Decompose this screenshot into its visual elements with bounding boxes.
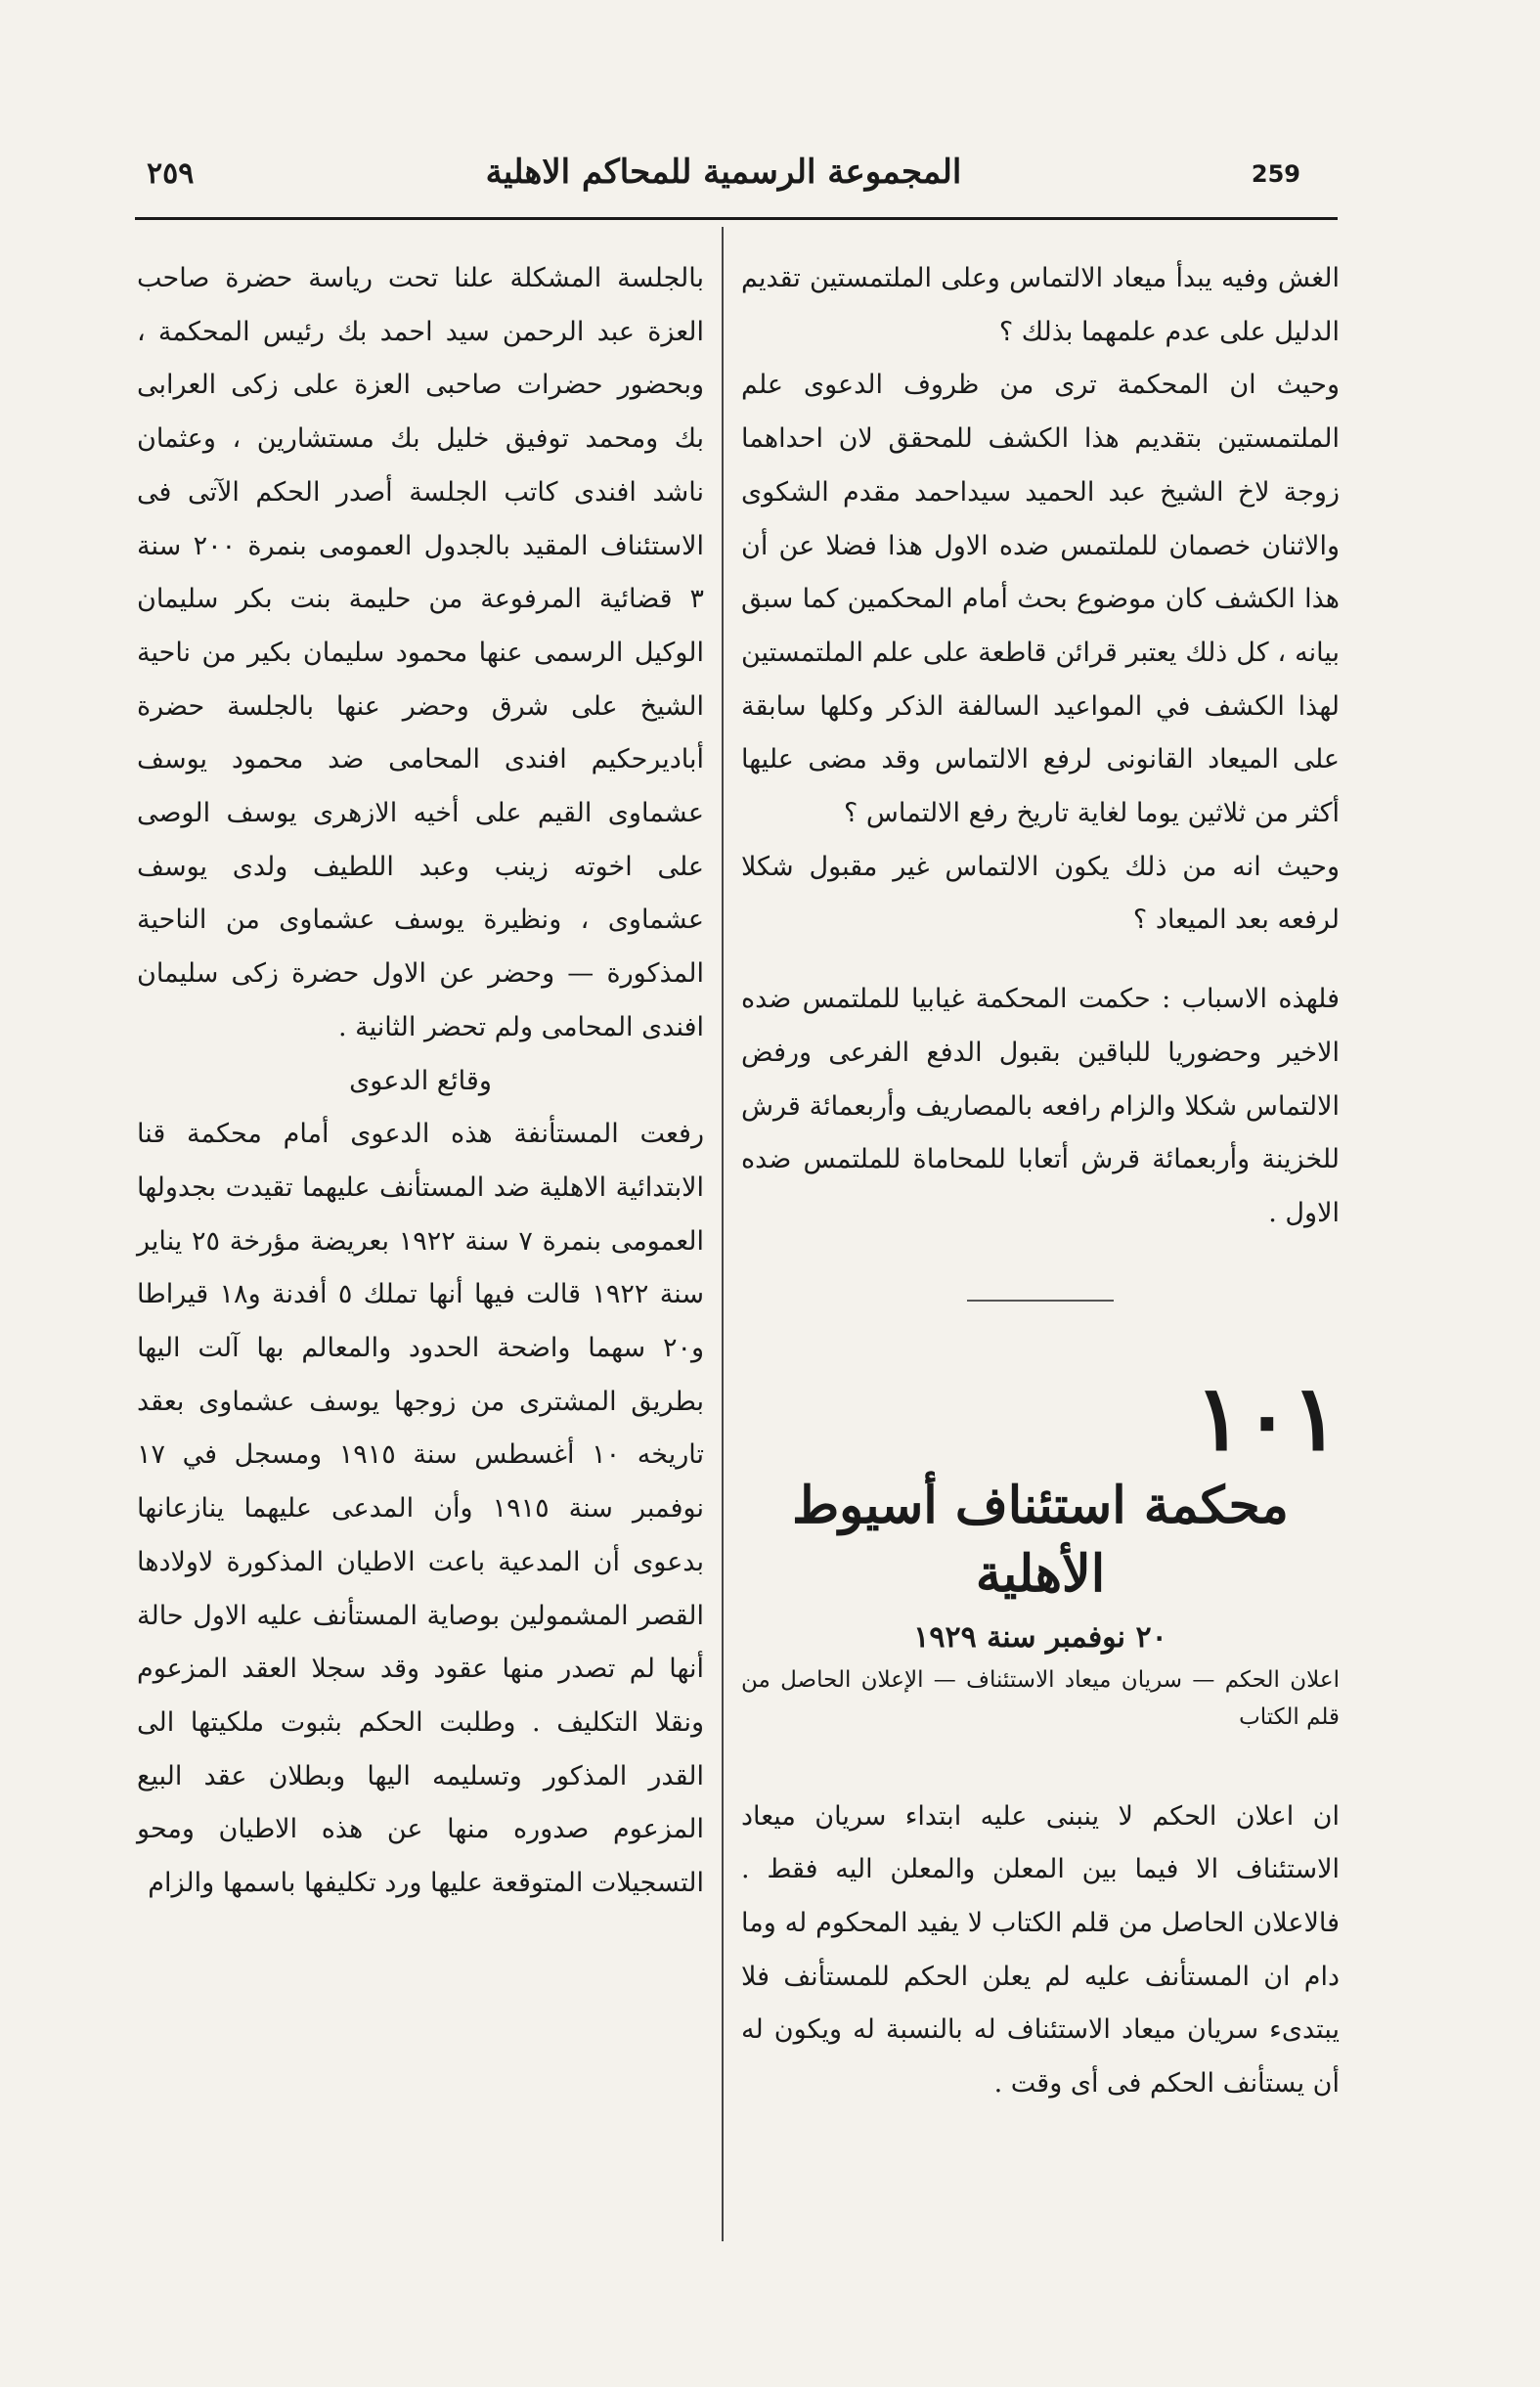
header-rule: [135, 217, 1338, 220]
ruling-paragraph: فلهذه الاسباب : حكمت المحكمة غيابيا للملتمس ضده الاخير وحضوريا للباقين بقبول الدفع الفرعى ورفض الالتماس شكلا والزام رافعه بالمصاريف وأربعمائة قرش للخزينة وأربعمائة قرش أتعابا للمحاماة للملتمس ضده الاول .: [741, 984, 1340, 1228]
case-date: ٢٠ نوفمبر سنة ١٩٢٩: [913, 1619, 1167, 1655]
page-number-latin: 259: [1251, 160, 1300, 188]
page-header: [137, 147, 1310, 205]
paragraph: وحيث ان المحكمة ترى من ظروف الدعوى علم الملتمستين بتقديم هذا الكشف للمحقق لان احداهما زوجة لاخ الشيخ عبد الحميد سيداحمد مقدم الشكوى والاثنان خصمان للملتمس ضده الاول هذا فضلا عن أن هذا الكشف كان موضوع بحث أمام المحكمين كما سبق بيانه ، كل ذلك يعتبر قرائن قاطعة على علم الملتمستين لهذا الكشف في المواعيد السالفة الذكر وكلها سابقة على الميعاد القانونى لرفع الالتماس وقد مضى عليها أكثر من ثلاثين يوما لغاية تاريخ رفع الالتماس ؟: [741, 370, 1340, 829]
court-name: محكمة استئناف أسيوط الأهلية: [792, 1475, 1289, 1604]
paragraph: بالجلسة المشكلة علنا تحت رياسة حضرة صاحب العزة عبد الرحمن سيد احمد بك رئيس المحكمة ، وبحضور حضرات صاحبى العزة على زكى العرابى بك ومحمد توفيق خليل بك مستشارين ، وعثمان ناشد افندى كاتب الجلسة أصدر الحكم الآتى فى الاستئناف المقيد بالجدول العمومى بنمرة ٢٠٠ سنة ٣ قضائية المرفوعة من حليمة بنت بكر سليمان الوكيل الرسمى عنها محمود سليمان بكير من ناحية الشيخ على شرق وحضر عنها بالجلسة حضرة أباديرحكيم افندى المحامى ضد محمود يوسف عشماوى القيم على أخيه الازهرى يوسف الوصى على اخوته زينب وعبد اللطيف ولدى يوسف عشماوى ، ونظيرة يوسف عشماوى من الناحية المذكورة — وحضر عن الاول حضرة زكى سليمان افندى المحامى ولم تحضر الثانية .: [137, 263, 704, 1042]
column-divider: [722, 227, 724, 2241]
case-keywords: اعلان الحكم — سريان ميعاد الاستئناف — الإعلان الحاصل من قلم الكتاب: [741, 1666, 1340, 1730]
paragraph: رفعت المستأنفة هذه الدعوى أمام محكمة قنا الابتدائية الاهلية ضد المستأنف عليهما تقيدت بجدولها العمومى بنمرة ٧ سنة ١٩٢٢ بعريضة مؤرخة ٢٥ يناير سنة ١٩٢٢ قالت فيها أنها تملك ٥ أفدنة و١٨ قيراطا و٢٠ سهما واضحة الحدود والمعالم بها آلت اليها بطريق المشترى من زوجها يوسف عشماوى بعقد تاريخه ١٠ أغسطس سنة ١٩١٥ ومسجل في ١٧ نوفمبر سنة ١٩١٥ وأن المدعى عليهما ينازعانها بدعوى أن المدعية باعت الاطيان المذكورة لاولادها القصر المشمولين بوصاية المستأنف عليه الاول حالة أنها لم تصدر منها عقود وقد سجلا العقد المزعوم ونقلا التكليف . وطلبت الحكم بثبوت ملكيتها الى القدر المذكور وتسليمه اليها وبطلان عقد البيع المزعوم صدوره منها عن هذه الاطيان ومحو التسجيلات المتوقعة عليها ورد تكليفها باسمها والزام: [137, 1119, 705, 1899]
right-column: [741, 252, 1340, 2111]
running-title: المجموعة الرسمية للمحاكم الاهلية: [485, 153, 962, 192]
page-number-arabic: ٢٥٩: [147, 156, 195, 191]
section-divider: [967, 1300, 1114, 1302]
paragraph: وحيث انه من ذلك يكون الالتماس غير مقبول شكلا لرفعه بعد الميعاد ؟: [741, 851, 1340, 936]
left-column: [137, 252, 704, 1911]
section-heading: وقائع الدعوى: [349, 1065, 492, 1096]
legal-principle: ان اعلان الحكم لا ينبنى عليه ابتداء سريان ميعاد الاستئناف الا فيما بين المعلن والمعلن اليه فقط . فالاعلان الحاصل من قلم الكتاب لا يفيد المحكوم له وما دام ان المستأنف عليه لم يعلن الحكم للمستأنف فلا يبتدىء سريان ميعاد الاستئناف له بالنسبة له ويكون له أن يستأنف الحكم فى أى وقت .: [741, 1800, 1340, 2100]
paragraph: الغش وفيه يبدأ ميعاد الالتماس وعلى الملتمستين تقديم الدليل على عدم علمهما بذلك ؟: [741, 263, 1340, 347]
case-number: ١٠١: [1194, 1364, 1340, 1471]
